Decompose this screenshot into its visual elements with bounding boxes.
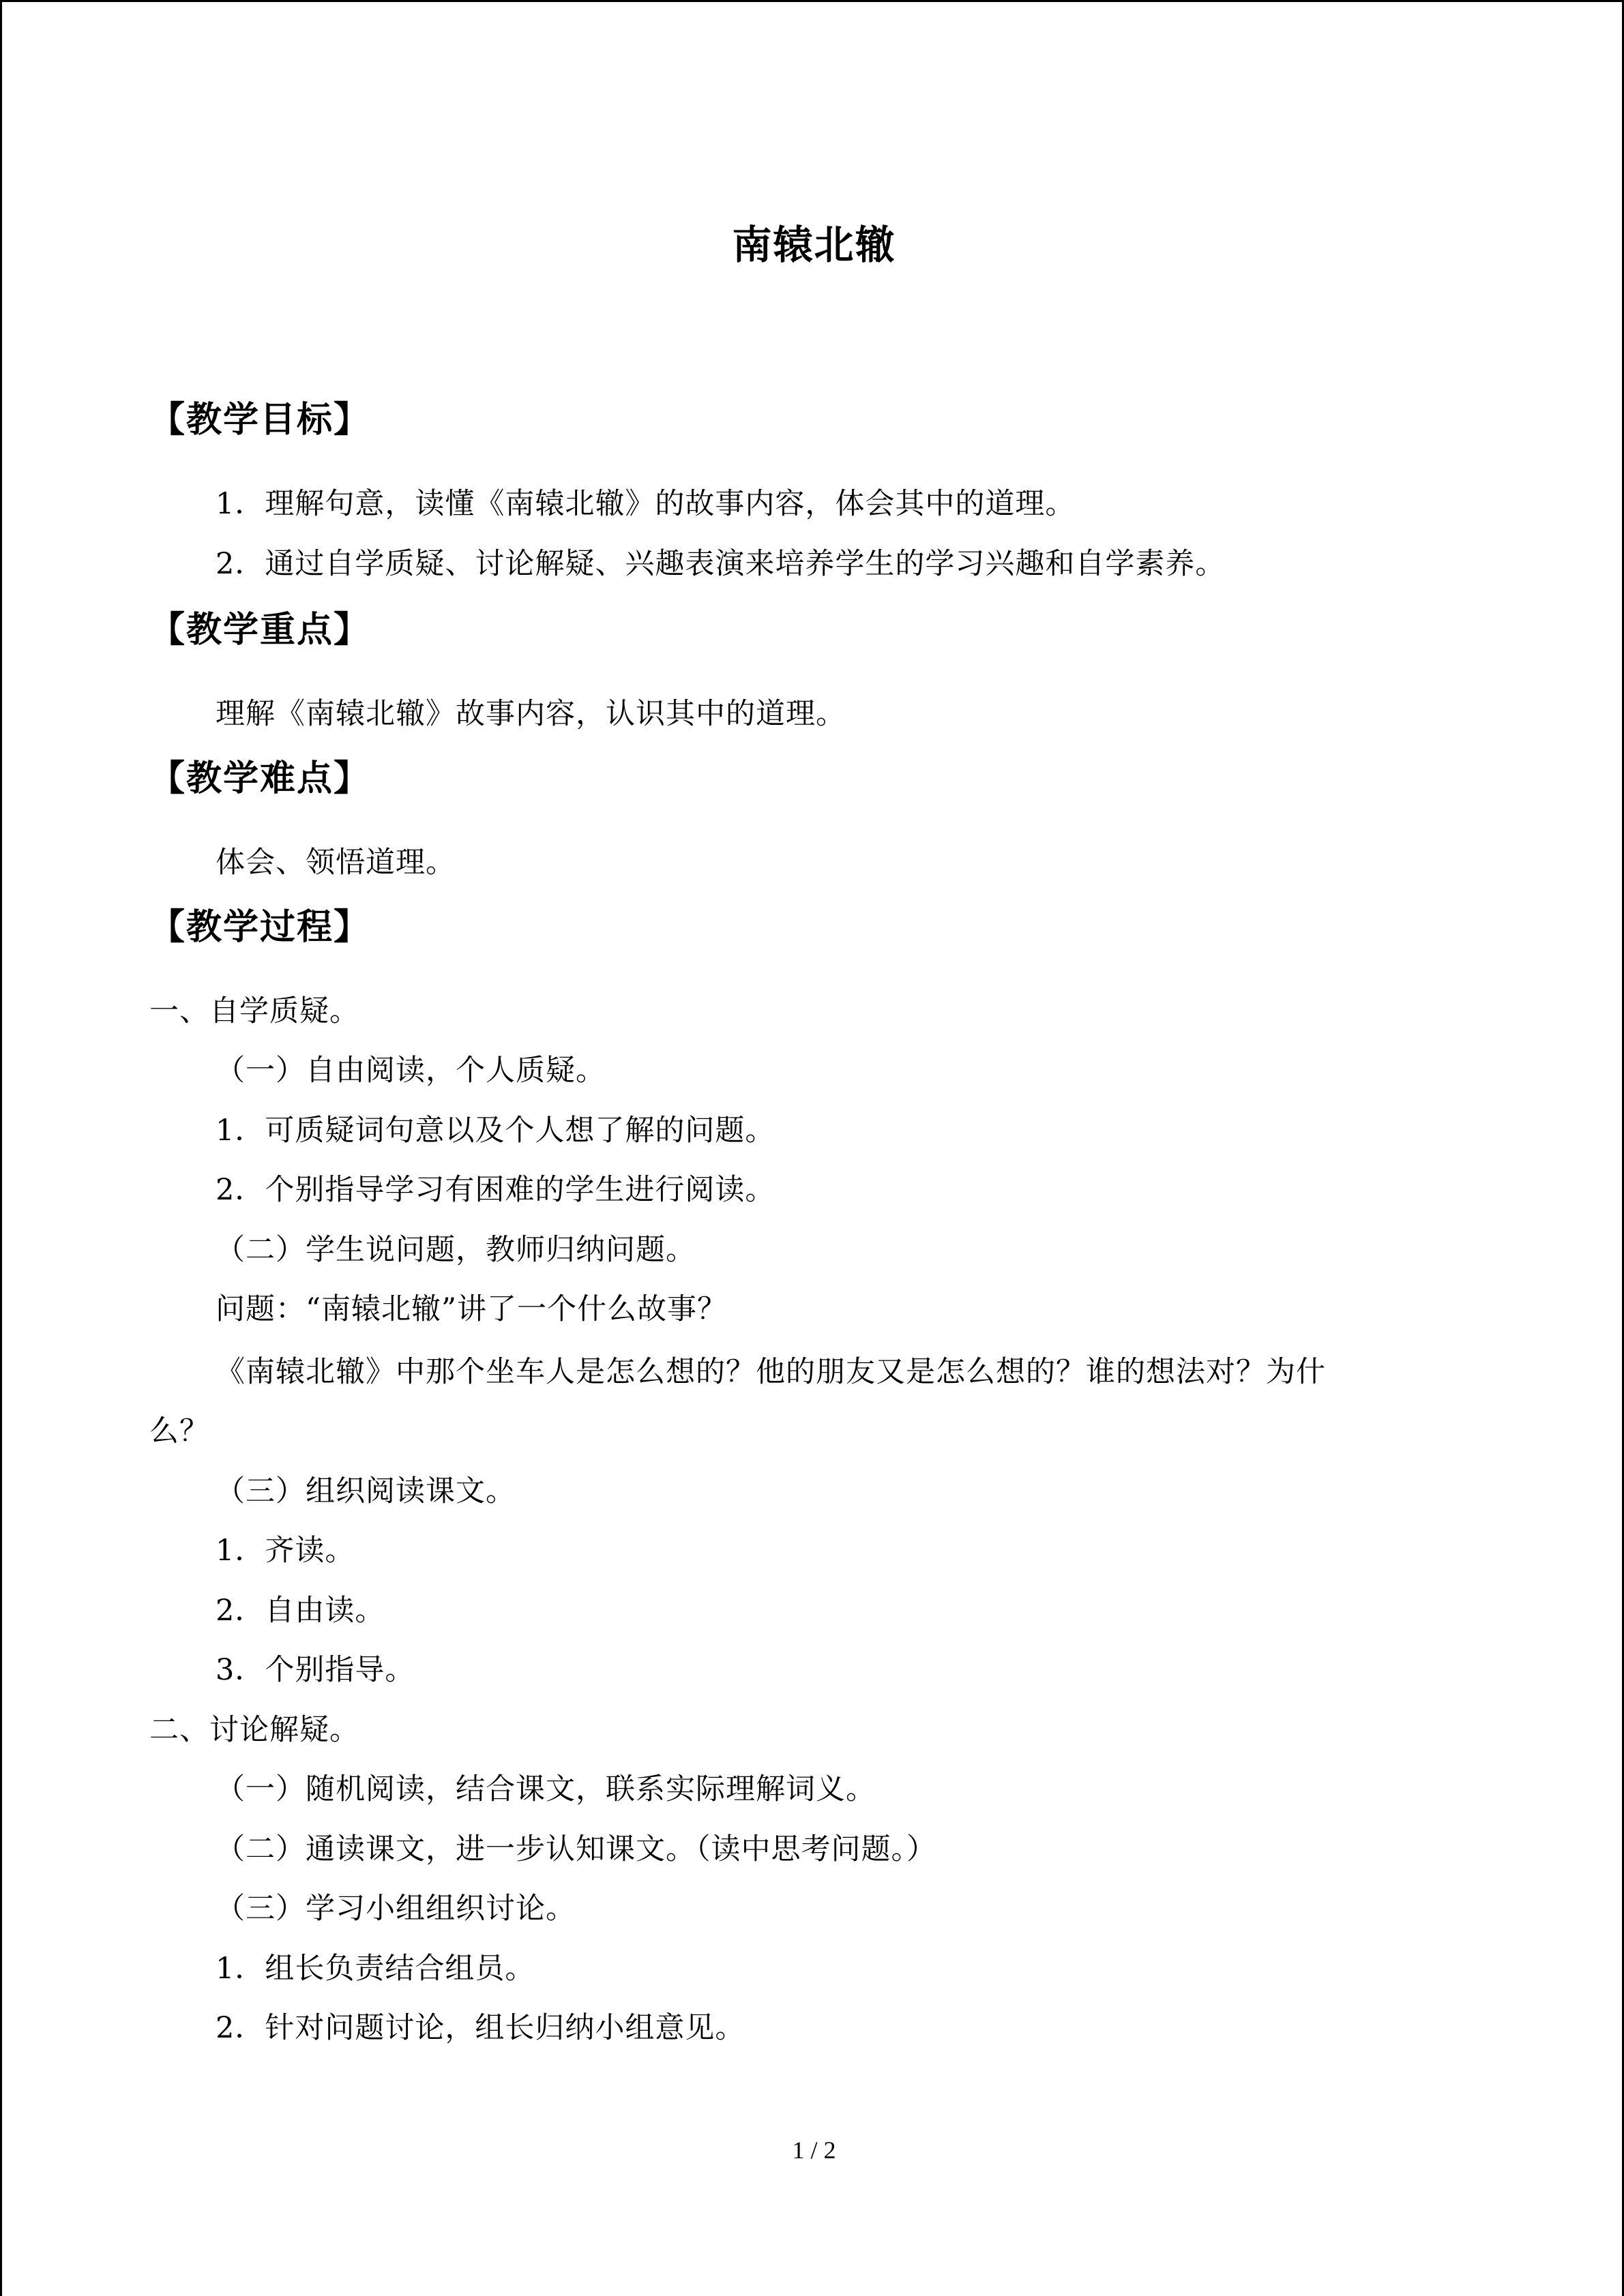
- process-line: 2．针对问题讨论，组长归纳小组意见。: [216, 2011, 745, 2045]
- section-heading-key-points: 【教学重点】: [149, 610, 371, 651]
- process-line: 2．自由读。: [216, 1594, 385, 1628]
- difficulties-text: 体会、领悟道理。: [216, 846, 456, 880]
- process-line: 1．组长负责结合组员。: [216, 1952, 535, 1986]
- key-points-text: 理解《南辕北辙》故事内容，认识其中的道理。: [216, 697, 846, 731]
- page-number: 1 / 2: [792, 2136, 836, 2164]
- process-line: 1．齐读。: [216, 1534, 355, 1568]
- process-line: 《南辕北辙》中那个坐车人是怎么想的？他的朋友又是怎么想的？谁的想法对？为什: [216, 1355, 1326, 1389]
- process-line: （二）学生说问题，教师归纳问题。: [216, 1233, 696, 1267]
- process-line: （一）随机阅读，结合课文，联系实际理解词义。: [216, 1772, 876, 1806]
- process-line: 3．个别指导。: [216, 1653, 415, 1687]
- process-line: （一）自由阅读，个人质疑。: [216, 1054, 606, 1088]
- process-line: 1．可质疑词句意以及个人想了解的问题。: [216, 1114, 776, 1148]
- document-title: 南辕北辙: [732, 222, 896, 268]
- objective-item-1: 1．理解句意，读懂《南辕北辙》的故事内容，体会其中的道理。: [216, 487, 1076, 521]
- section-heading-difficulties: 【教学难点】: [149, 758, 371, 799]
- section-heading-objectives: 【教学目标】: [149, 400, 371, 441]
- process-line: 一、自学质疑。: [149, 994, 359, 1028]
- process-line: （二）通读课文，进一步认知课文。（读中思考问题。）: [216, 1832, 936, 1866]
- section-heading-process: 【教学过程】: [149, 907, 371, 948]
- process-line: 么？: [149, 1414, 209, 1448]
- process-line: 二、讨论解疑。: [149, 1713, 359, 1747]
- objective-item-2: 2．通过自学质疑、讨论解疑、兴趣表演来培养学生的学习兴趣和自学素养。: [216, 547, 1226, 581]
- process-line: （三）组织阅读课文。: [216, 1474, 516, 1508]
- process-line: 2．个别指导学习有困难的学生进行阅读。: [216, 1173, 776, 1207]
- process-line: 问题：“南辕北辙”讲了一个什么故事？: [216, 1292, 727, 1326]
- process-line: （三）学习小组组织讨论。: [216, 1892, 576, 1926]
